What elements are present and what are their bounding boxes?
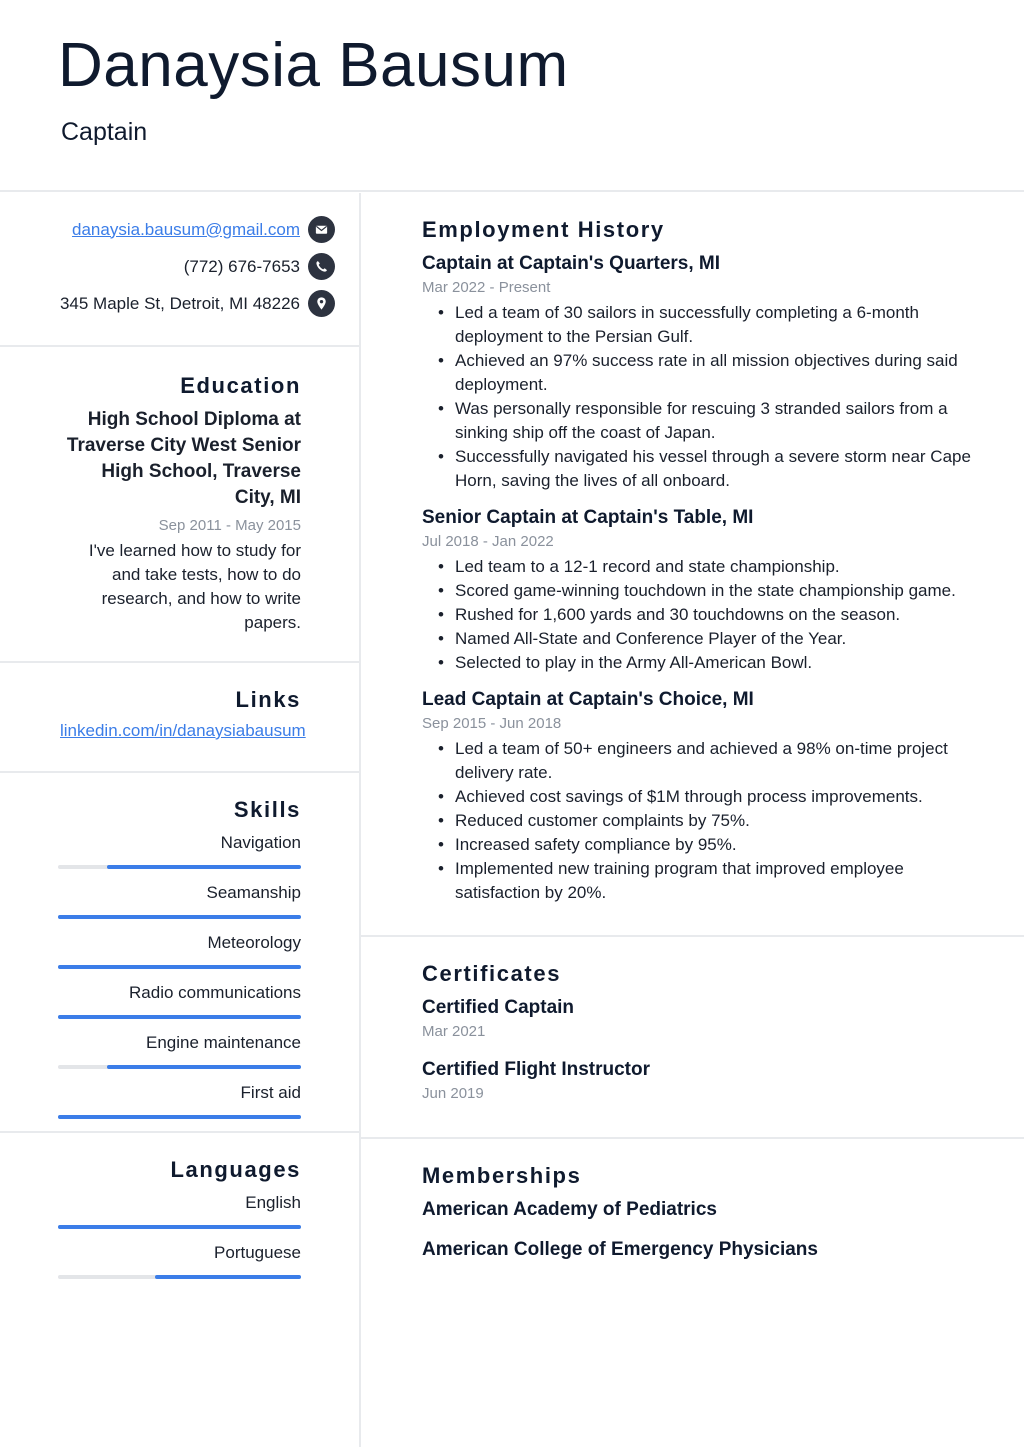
envelope-icon <box>308 216 335 243</box>
certificate-item <box>422 995 974 1043</box>
skill-level-bar <box>58 1115 301 1119</box>
job-date: Jul 2018 - Jan 2022 <box>422 533 554 550</box>
contact-address-row <box>58 285 335 322</box>
email-link[interactable]: danaysia.bausum@gmail.com <box>72 219 300 239</box>
job-bullet: • Named All-State and Conference Player of the Year. <box>438 627 974 651</box>
job-bullet: • Implemented new training program that improved employee satisfaction by 20%. <box>438 857 974 905</box>
job-bullets <box>438 737 974 905</box>
job-bullet: • Scored game-winning touchdown in the state championship game. <box>438 579 974 603</box>
job-entry <box>422 505 974 675</box>
language-level-bar <box>58 1225 301 1229</box>
skill-item <box>58 981 301 1019</box>
education-heading: Education <box>180 373 301 398</box>
job-bullet: • Successfully navigated his vessel through a severe storm near Cape Horn, saving the lives of all onboard. <box>438 445 974 493</box>
job-bullet: • Increased safety compliance by 95%. <box>438 833 974 857</box>
job-entry <box>422 251 974 493</box>
employment-section <box>361 193 1024 937</box>
certificates-section <box>361 937 1024 1139</box>
skill-item <box>58 1081 301 1119</box>
links-heading: Links <box>235 687 301 712</box>
right-column <box>361 193 1024 1263</box>
job-title: Captain at Captain's Quarters, MI <box>422 253 721 274</box>
contact-phone-row <box>58 248 335 285</box>
job-bullet: • Selected to play in the Army All-American Bowl. <box>438 651 974 675</box>
job-bullet: • Reduced customer complaints by 75%. <box>438 809 974 833</box>
contact-section <box>0 193 359 347</box>
job-date: Sep 2015 - Jun 2018 <box>422 715 562 732</box>
languages-heading: Languages <box>170 1157 301 1182</box>
education-date: Sep 2011 - May 2015 <box>158 517 301 534</box>
skill-level-bar <box>58 1015 301 1019</box>
membership-item: American College of Emergency Physicians <box>422 1239 818 1260</box>
job-bullet: • Was personally responsible for rescuing 3 stranded sailors from a sinking ship off the coast of Japan. <box>438 397 974 445</box>
languages-section <box>0 1133 359 1447</box>
skill-level-bar <box>58 865 301 869</box>
job-date: Mar 2022 - Present <box>422 279 551 296</box>
links-section <box>0 663 359 773</box>
skill-level-bar <box>58 915 301 919</box>
language-item <box>58 1191 301 1229</box>
certificates-heading: Certificates <box>422 961 562 986</box>
job-bullet: • Led team to a 12-1 record and state championship. <box>438 555 974 579</box>
skill-item <box>58 1031 301 1069</box>
skills-section <box>0 773 359 1133</box>
left-column <box>0 193 359 1447</box>
language-name: English <box>245 1193 301 1212</box>
skill-item <box>58 931 301 969</box>
skill-name: Seamanship <box>206 883 301 902</box>
address-text: 345 Maple St, Detroit, MI 48226 <box>59 293 300 313</box>
language-level-bar <box>58 1275 301 1279</box>
skills-heading: Skills <box>233 797 301 822</box>
certificate-name: Certified Captain <box>422 997 575 1018</box>
job-bullet: • Rushed for 1,600 yards and 30 touchdowns on the season. <box>438 603 974 627</box>
memberships-heading: Memberships <box>422 1163 582 1188</box>
skill-name: Meteorology <box>207 933 301 952</box>
candidate-name: Danaysia Bausum <box>58 31 569 100</box>
skill-level-bar <box>58 1065 301 1069</box>
skill-name: Navigation <box>220 833 301 852</box>
skill-item <box>58 881 301 919</box>
certificate-item <box>422 1057 974 1105</box>
map-pin-icon <box>308 290 335 317</box>
job-bullet: • Led a team of 50+ engineers and achieved a 98% on-time project delivery rate. <box>438 737 974 785</box>
job-bullets <box>438 555 974 675</box>
language-name: Portuguese <box>214 1243 301 1262</box>
phone-icon <box>308 253 335 280</box>
job-title: Senior Captain at Captain's Table, MI <box>422 507 754 528</box>
education-description: I've learned how to study for and take tests, how to do research, and how to write papers. <box>88 541 301 632</box>
skill-name: Radio communications <box>129 983 301 1002</box>
job-bullets <box>438 301 974 493</box>
employment-heading: Employment History <box>422 217 665 242</box>
phone-text: (772) 676-7653 <box>183 256 300 276</box>
certificate-date: Jun 2019 <box>422 1085 484 1102</box>
job-entry <box>422 687 974 905</box>
skill-name: First aid <box>240 1083 301 1102</box>
education-section <box>0 347 359 663</box>
memberships-section <box>361 1139 1024 1263</box>
skill-name: Engine maintenance <box>145 1033 301 1052</box>
membership-item: American Academy of Pediatrics <box>422 1199 717 1220</box>
skill-level-bar <box>58 965 301 969</box>
job-bullet: • Achieved cost savings of $1M through process improvements. <box>438 785 974 809</box>
contact-email-row <box>58 211 335 248</box>
education-degree: High School Diploma at Traverse City West Senior High School, Traverse City, MI <box>66 409 301 508</box>
certificate-name: Certified Flight Instructor <box>422 1059 650 1080</box>
linkedin-link[interactable]: linkedin.com/in/danaysiabausum <box>60 721 306 740</box>
job-bullet: • Achieved an 97% success rate in all mission objectives during said deployment. <box>438 349 974 397</box>
job-title: Lead Captain at Captain's Choice, MI <box>422 689 754 710</box>
resume-header <box>0 0 1024 192</box>
job-bullet: • Led a team of 30 sailors in successfully completing a 6-month deployment to the Persian Gulf. <box>438 301 974 349</box>
skill-item <box>58 831 301 869</box>
job-title: Captain <box>61 118 148 146</box>
language-item <box>58 1241 301 1279</box>
certificate-date: Mar 2021 <box>422 1023 486 1040</box>
